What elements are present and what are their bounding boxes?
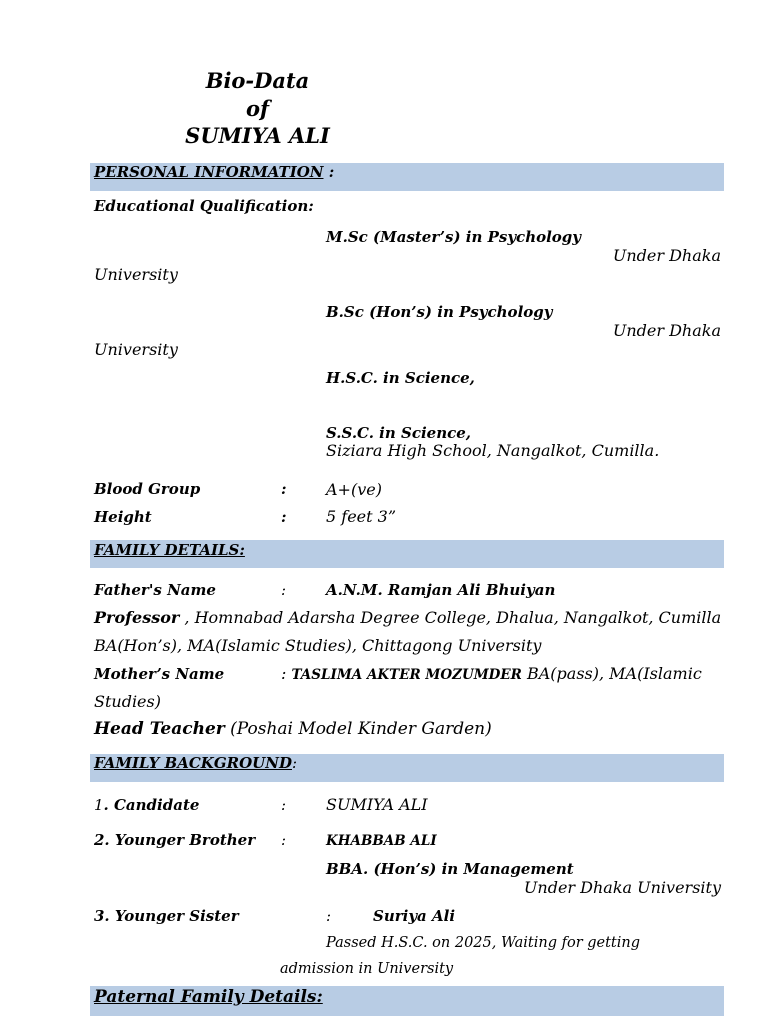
section-heading: Paternal Family Details:: [94, 987, 323, 1007]
mother-job: Head Teacher (Poshai Model Kinder Garden): [94, 719, 492, 739]
height-value: 5 feet 3”: [326, 507, 396, 526]
bsc-university: University: [94, 340, 178, 359]
education-label: Educational Qualification:: [94, 197, 314, 215]
title-name: SUMIYA ALI: [185, 123, 330, 148]
mother-name-label: Mother’s Name: [94, 665, 225, 683]
brother-name: KHABBAB ALI: [326, 833, 437, 849]
sister-note-2: admission in University: [280, 961, 454, 977]
height-colon: :: [281, 508, 287, 526]
sister-note-1: Passed H.S.C. on 2025, Waiting for getting: [326, 935, 641, 951]
bsc-degree: B.Sc (Hon’s) in Psychology: [326, 303, 553, 321]
title-of: of: [245, 96, 270, 121]
msc-university: University: [94, 265, 178, 284]
section-family-background: [90, 754, 724, 782]
candidate-label: 1. Candidate: [94, 796, 200, 814]
ssc-degree: S.S.C. in Science,: [326, 424, 471, 442]
mother-name-line: : TASLIMA AKTER MOZUMDER BA(pass), MA(Islamic: [281, 664, 702, 683]
brother-colon: :: [281, 831, 287, 849]
hsc-degree: H.S.C. in Science,: [326, 369, 475, 387]
candidate-value: SUMIYA ALI: [326, 795, 428, 814]
msc-under: Under Dhaka: [612, 246, 721, 265]
sister-colon: :: [326, 907, 332, 925]
blood-group-colon: :: [281, 480, 287, 498]
brother-degree: BBA. (Hon’s) in Management: [326, 860, 574, 878]
title-biodata: Bio-Data: [205, 68, 310, 93]
height-label: Height: [94, 508, 152, 526]
msc-degree: M.Sc (Master’s) in Psychology: [326, 228, 582, 246]
sister-name: Suriya Ali: [373, 907, 456, 925]
sister-label: 3. Younger Sister: [94, 907, 239, 925]
brother-label: 2. Younger Brother: [94, 831, 256, 849]
blood-group-value: A+(ve): [326, 480, 382, 499]
blood-group-label: Blood Group: [94, 480, 201, 498]
father-education: BA(Hon’s), MA(Islamic Studies), Chittagong University: [94, 636, 542, 655]
candidate-colon: :: [281, 796, 287, 814]
ssc-school: Siziara High School, Nangalkot, Cumilla.: [326, 441, 660, 460]
father-name-label: Father's Name: [94, 581, 216, 599]
section-family-details: [90, 540, 724, 568]
section-personal-information: [90, 163, 724, 191]
section-heading: PERSONAL INFORMATION :: [94, 163, 335, 181]
section-heading: FAMILY BACKGROUND:: [94, 754, 298, 772]
bsc-under: Under Dhaka: [612, 321, 721, 340]
father-name-colon: :: [281, 581, 287, 599]
brother-university: Under Dhaka University: [523, 878, 721, 897]
section-paternal-family: [90, 986, 724, 1016]
mother-education-cont: Studies): [94, 692, 161, 711]
father-profession: Professor , Homnabad Adarsha Degree College, Dhalua, Nangalkot, Cumilla: [94, 608, 722, 627]
section-heading: FAMILY DETAILS:: [94, 541, 245, 559]
father-name-value: A.N.M. Ramjan Ali Bhuiyan: [326, 581, 556, 599]
